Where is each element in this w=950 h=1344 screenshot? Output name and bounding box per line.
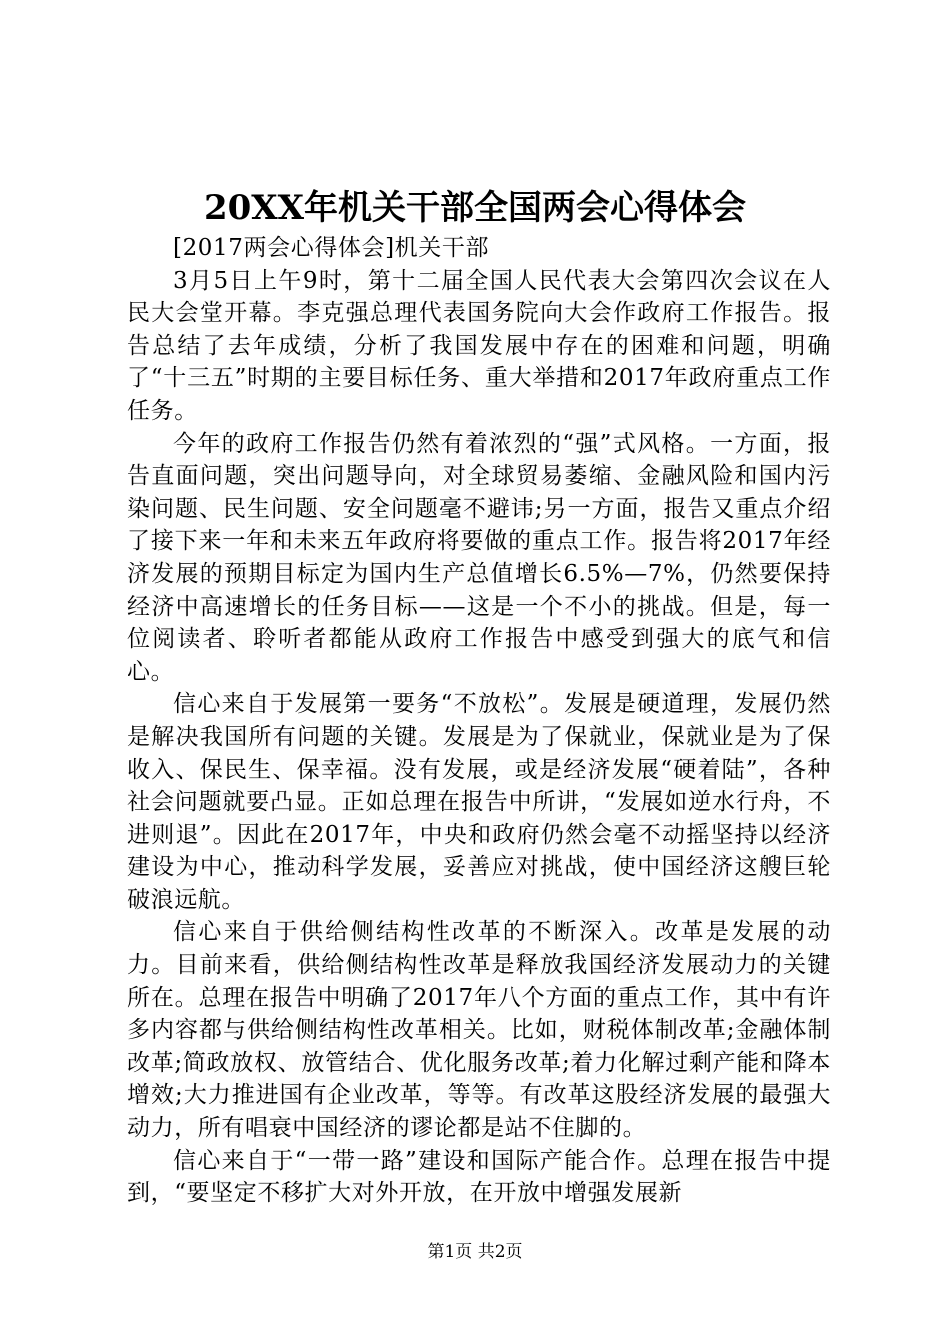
- paragraph-supply-side-reform: 信心来自于供给侧结构性改革的不断深入。改革是发展的动力。目前来看，供给侧结构性改革是释放我国经济发展动力的关键所在。总理在报告中明确了2017年八个方面的重点工作，其中有许多内容都与供给侧结构性改革相关。比如，财税体制改革;金融体制改革;简政放权、放管结合、优化服务改革;着力化解过剩产能和降本增效;大力推进国有企业改革，等等。有改革这股经济发展的最强大动力，所有唱衰中国经济的谬论都是站不住脚的。: [127, 919, 831, 1142]
- document-body: [127, 232, 831, 1210]
- paragraph-intro: 3月5日上午9时，第十二届全国人民代表大会第四次会议在人民大会堂开幕。李克强总理代表国务院向大会作政府工作报告。报告总结了去年成绩，分析了我国发展中存在的困难和问题，明确了“十三五”时期的主要目标任务、重大举措和2017年政府重点工作任务。: [127, 267, 831, 424]
- document-title: 20XX年机关干部全国两会心得体会: [203, 188, 747, 228]
- paragraph-subtitle: [2017两会心得体会]机关干部: [173, 235, 490, 261]
- paragraph-belt-and-road: 信心来自于“一带一路”建设和国际产能合作。总理在报告中提到，“要坚定不移扩大对外开放，在开放中增强发展新: [127, 1147, 831, 1207]
- paragraph-development: 信心来自于发展第一要务“不放松”。发展是硬道理，发展仍然是解决我国所有问题的关键。发展是为了保就业，保就业是为了保收入、保民生、保幸福。没有发展，或是经济发展“硬着陆”，各种社会问题就要凸显。正如总理在报告中所讲，“发展如逆水行舟，不进则退”。因此在2017年，中央和政府仍然会毫不动摇坚持以经济建设为中心，推动科学发展，妥善应对挑战，使中国经济这艘巨轮破浪远航。: [127, 691, 831, 913]
- page-footer: 第1页 共2页: [427, 1242, 523, 1262]
- paragraph-report-style: 今年的政府工作报告仍然有着浓烈的“强”式风格。一方面，报告直面问题，突出问题导向，对全球贸易萎缩、金融风险和国内污染问题、民生问题、安全问题毫不避讳;另一方面，报告又重点介绍了接下来一年和未来五年政府将要做的重点工作。报告将2017年经济发展的预期目标定为国内生产总值增长6.5%—7%，仍然要保持经济中高速增长的任务目标——这是一个不小的挑战。但是，每一位阅读者、聆听者都能从政府工作报告中感受到强大的底气和信心。: [127, 430, 831, 685]
